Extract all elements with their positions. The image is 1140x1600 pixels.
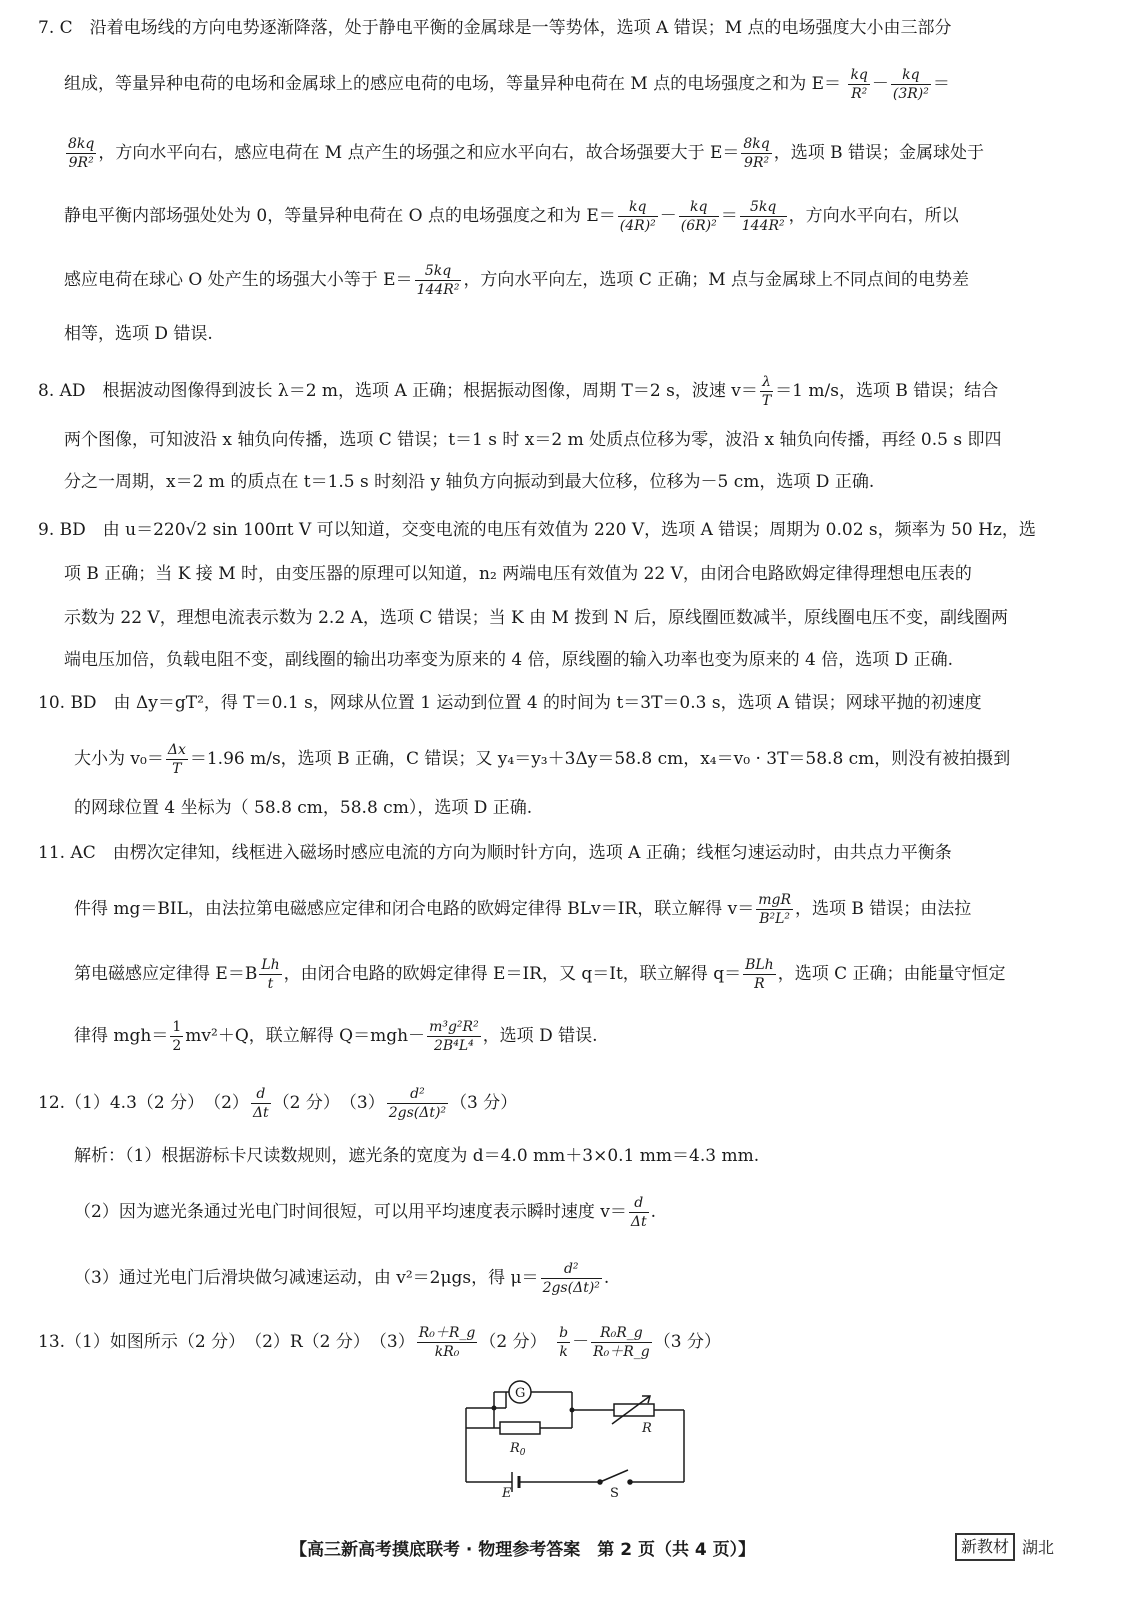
q7-line2: 组成，等量异种电荷的电场和金属球上的感应电荷的电场，等量异种电荷在 M 点的电场强度之和为 E＝ $\frac{kq}{\text{R²}}$ － $\frac{kq}{\text{(3R)²}}$ ＝: [64, 67, 950, 102]
footer-text: 【高三新高考摸底联考 · 物理参考答案 第 2 页（共 4 页）】: [290, 1540, 756, 1560]
rheostat-arrow-icon: [612, 1396, 650, 1424]
junction-dot: [492, 1406, 497, 1411]
q13-line1: 13.（1）如图所示（2 分） （2）R（2 分） （3） $\frac{\text{R₀＋R\_g}}{\text{kR₀}}$ （2 分） $\frac{b}{k}$ － $\frac{\text{R₀R\_g}}{\text{R₀＋R\_g}}$ （3 分）: [38, 1325, 721, 1360]
q11-line4: 律得 mgh＝ $\frac{1}{2}$ mv²＋Q，联立解得 Q＝mgh－ $\frac{\text{m³g²R²}}{\text{2B⁴L⁴}}$ ，选项 D 错误.: [74, 1019, 598, 1054]
circuit-diagram: [462, 1380, 688, 1498]
q7-line3: $\frac{8kq}{\text{9R²}}$ ，方向水平向右，感应电荷在 M 点产生的场强之和应水平向右，故合场强要大于 E＝ $\frac{8kq}{\text{9R²}}$ ，选项 B 错误；金属球处于: [68, 136, 985, 171]
q7-line5: 感应电荷在球心 O 处产生的场强大小等于 E＝ $\frac{5kq}{\text{144R²}}$ ，方向水平向左，选项 C 正确；M 点与金属球上不同点间的电势差: [64, 263, 970, 298]
r0-label: $R_0$: [510, 1441, 526, 1458]
q10-line1: 10. BD 由 Δy＝gT²，得 T＝0.1 s，网球从位置 1 运动到位置 4 的时间为 t＝3T＝0.3 s，选项 A 错误；网球平抛的初速度: [38, 693, 982, 713]
q11-line3: 第电磁感应定律得 E＝B $\frac{Lh}{t}$ ，由闭合电路的欧姆定律得 E＝IR，又 q＝It，联立解得 q＝ BLh R ，选项 C 正确；由能量守恒定: [74, 957, 1006, 992]
r-label: R: [642, 1421, 652, 1436]
q10-line2: 大小为 v₀＝ $\frac{\Delta x}{T}$ ＝1.96 m/s，选项 B 正确，C 错误；又 y₄＝y₃＋3Δy＝58.8 cm，x₄＝v₀ · 3T＝58.8 cm，则没有被拍摄到: [74, 742, 1011, 777]
q9-line2: 项 B 正确；当 K 接 M 时，由变压器的原理可以知道，n₂ 两端电压有效值为 22 V，由闭合电路欧姆定律得理想电压表的: [64, 564, 972, 584]
q12-line4: （3）通过光电门后滑块做匀减速运动，由 v²＝2μgs，得 μ＝ $\frac{\text{d²}}{\text{2gs(Δt)²}}$ .: [74, 1261, 610, 1296]
q7-line6: 相等，选项 D 错误.: [64, 324, 213, 344]
q11-line2: 件得 mg＝BIL，由法拉第电磁感应定律和闭合电路的欧姆定律得 BLv＝IR，联立解得 v＝ mgR B²L² ，选项 B 错误；由法拉: [74, 892, 972, 927]
q12-line2: 解析：（1）根据游标卡尺读数规则，遮光条的宽度为 d＝4.0 mm＋3×0.1 mm＝4.3 mm.: [74, 1146, 760, 1166]
galvanometer-label: G: [515, 1386, 526, 1401]
resistor-r0-icon: [500, 1422, 540, 1434]
q10-line3: 的网球位置 4 坐标为（ 58.8 cm，58.8 cm），选项 D 正确.: [74, 798, 533, 818]
q7-line4: 静电平衡内部场强处处为 0，等量异种电荷在 O 点的电场强度之和为 E＝ $\frac{kq}{\text{(4R)²}}$ － $\frac{kq}{\text{(6R)²}}$ ＝ $\frac{5kq}{\text{144R²}}$ ，方向水平向右，所以: [64, 199, 959, 234]
rheostat-icon: [614, 1404, 654, 1416]
edition-badge: 新教材: [955, 1533, 1015, 1561]
junction-dot: [570, 1408, 575, 1413]
q11-line1: 11. AC 由楞次定律知，线框进入磁场时感应电流的方向为顺时针方向，选项 A 正确；线框匀速运动时，由共点力平衡条: [38, 843, 952, 863]
region-label: 湖北: [1022, 1538, 1055, 1557]
e-label: E: [502, 1486, 512, 1498]
q9-line1: 9. BD 由 u＝220√2 sin 100πt V 可以知道，交变电流的电压有效值为 220 V，选项 A 错误；周期为 0.02 s，频率为 50 Hz，选: [38, 520, 1036, 540]
q8-line2: 两个图像，可知波沿 x 轴负向传播，选项 C 错误；t＝1 s 时 x＝2 m 处质点位移为零，波沿 x 轴负向传播，再经 0.5 s 即四: [64, 430, 1002, 450]
q12-line3: （2）因为遮光条通过光电门时间很短，可以用平均速度表示瞬时速度 v＝ $\frac{d}{\Delta t}$ .: [74, 1195, 656, 1230]
s-label: S: [610, 1486, 619, 1498]
q8-line3: 分之一周期，x＝2 m 的质点在 t＝1.5 s 时刻沿 y 轴负方向振动到最大位移，位移为－5 cm，选项 D 正确.: [64, 472, 875, 492]
q7-line1: 7. C 沿着电场线的方向电势逐渐降落，处于静电平衡的金属球是一等势体，选项 A 错误；M 点的电场强度大小由三部分: [38, 18, 952, 38]
switch-lever-icon: [600, 1470, 628, 1482]
q9-line4: 端电压加倍，负载电阻不变，副线圈的输出功率变为原来的 4 倍，原线圈的输入功率也变为原来的 4 倍，选项 D 正确.: [64, 650, 954, 670]
q8-line1: 8. AD 根据波动图像得到波长 λ＝2 m，选项 A 正确；根据振动图像，周期 T＝2 s，波速 v＝ $\frac{\lambda}{T}$ ＝1 m/s，选项 B 错误；结合: [38, 374, 999, 409]
q12-line1: 12.（1）4.3（2 分） （2） $\frac{d}{\Delta t}$ （2 分） （3） $\frac{\text{d²}}{\text{2gs(Δt)²}}$ （3 分）: [38, 1086, 518, 1121]
q9-line3: 示数为 22 V，理想电流表示数为 2.2 A，选项 C 错误；当 K 由 M 拨到 N 后，原线圈匝数减半，原线圈电压不变，副线圈两: [64, 608, 1009, 628]
